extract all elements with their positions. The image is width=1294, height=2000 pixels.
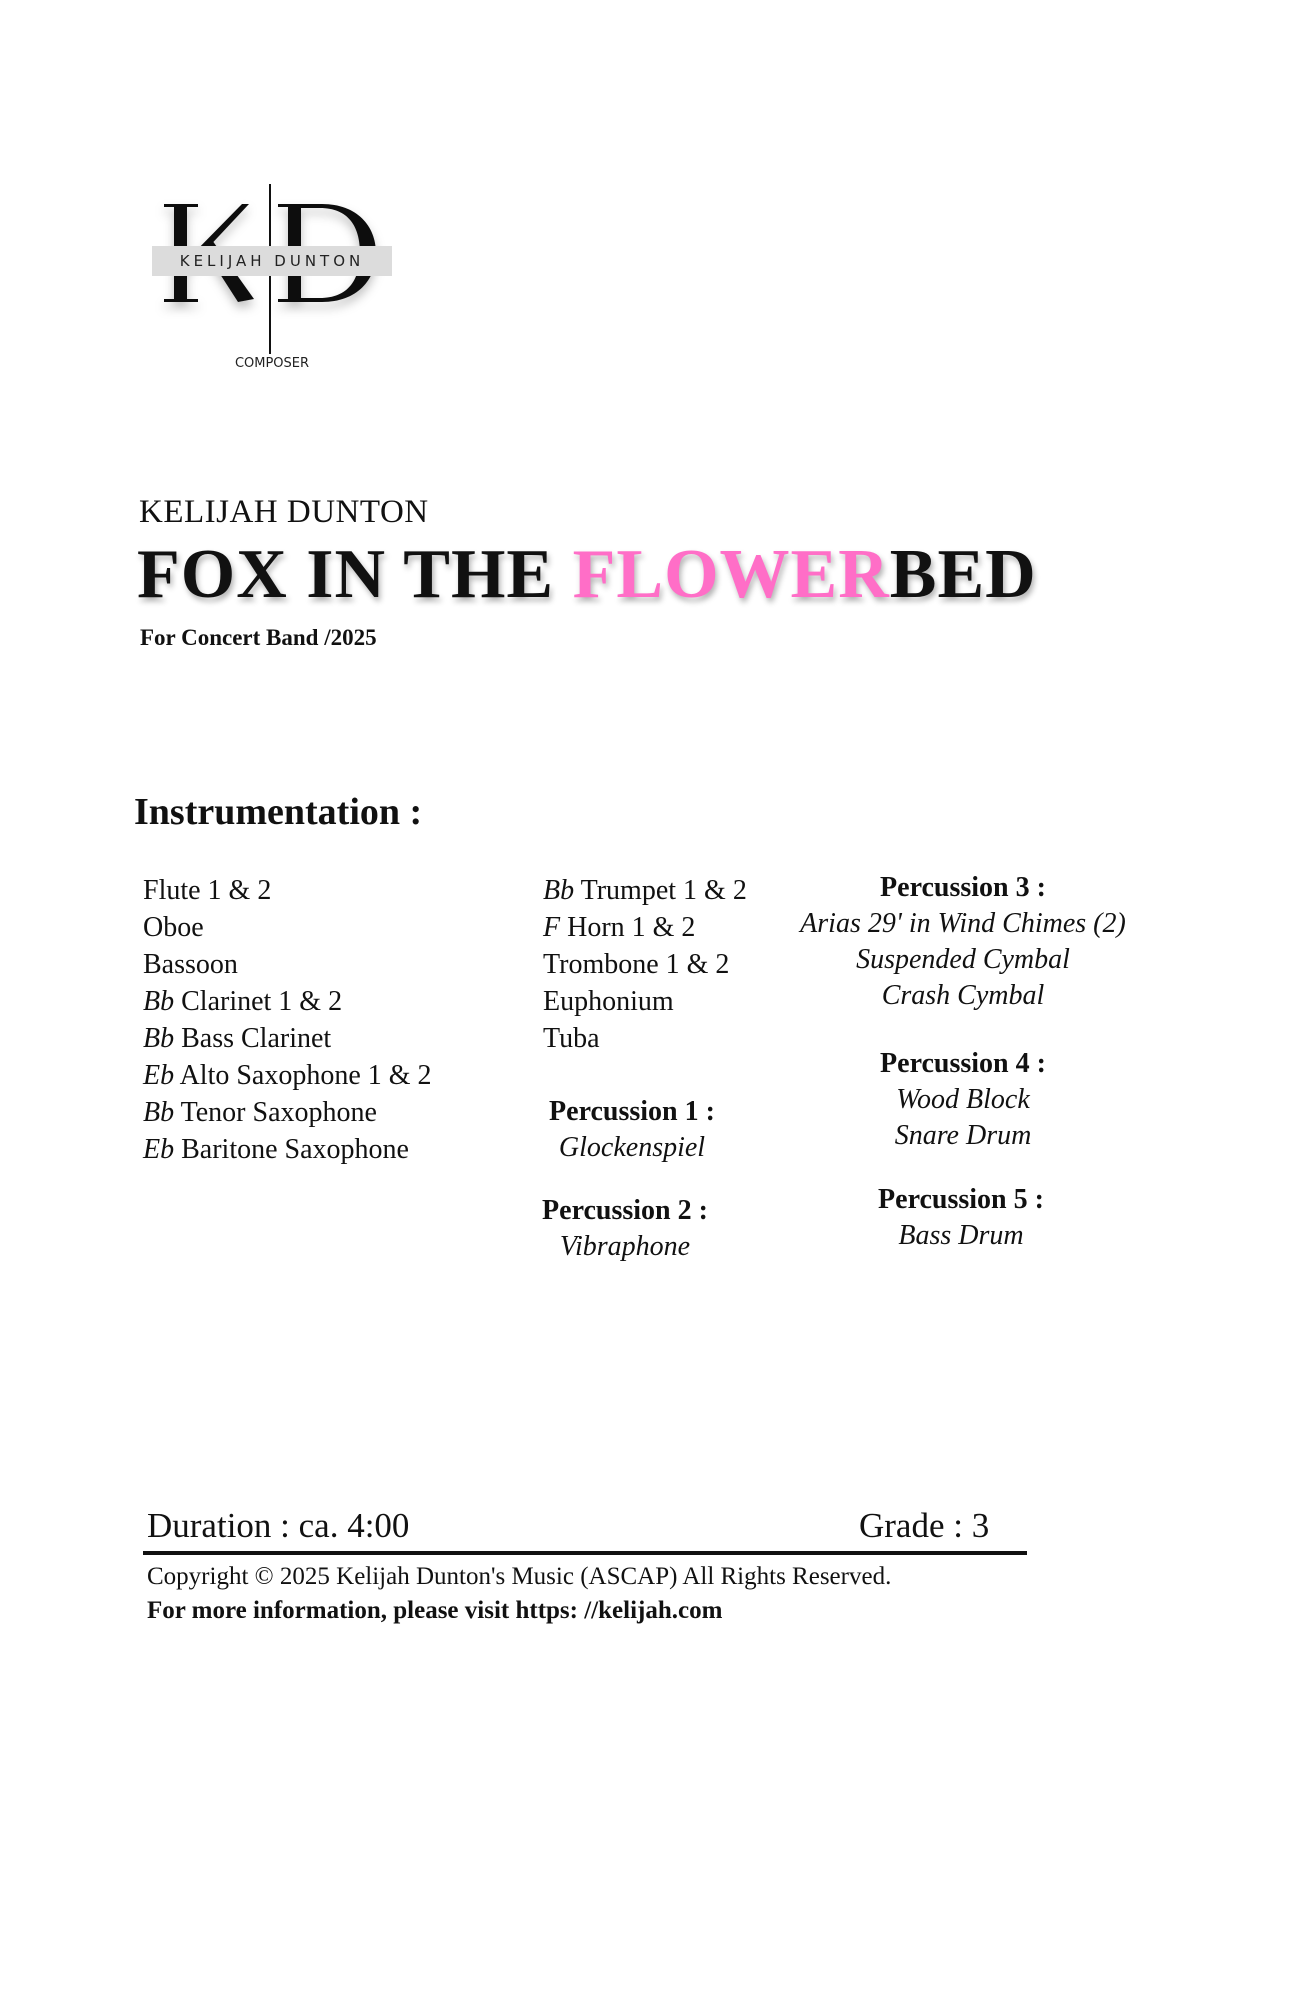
winds-column-1 <box>143 872 432 1168</box>
piece-title <box>137 535 1037 615</box>
percussion-item: Snare Drum <box>894 1120 1032 1151</box>
instrument-item: Bb Tenor Saxophone <box>143 1097 377 1128</box>
percussion-heading: Percussion 3 : <box>880 872 1046 903</box>
percussion-heading: Percussion 4 : <box>880 1048 1046 1079</box>
percussion-2 <box>475 1193 775 1265</box>
instrument-item: Oboe <box>143 912 204 943</box>
percussion-item: Vibraphone <box>559 1231 691 1262</box>
percussion-3 <box>783 870 1143 1014</box>
website-info: For more information, please visit https: //kelijah.com <box>147 1597 723 1624</box>
instrument-item: Eb Alto Saxophone 1 & 2 <box>143 1060 432 1091</box>
instrument-item: F Horn 1 & 2 <box>543 912 696 943</box>
copyright: Copyright © 2025 Kelijah Dunton's Music (ASCAP) All Rights Reserved. <box>147 1563 892 1590</box>
percussion-4 <box>813 1046 1113 1154</box>
percussion-5 <box>811 1182 1111 1254</box>
logo-tagline: COMPOSER <box>234 356 310 371</box>
instrument-item: Euphonium <box>543 986 674 1017</box>
grade: Grade : 3 <box>859 1506 990 1545</box>
percussion-heading: Percussion 5 : <box>878 1184 1044 1215</box>
percussion-1 <box>482 1094 782 1166</box>
title-part-1: FOX IN THE <box>137 536 573 613</box>
instrument-item: Tuba <box>543 1023 600 1054</box>
instrument-item: Flute 1 & 2 <box>143 875 272 906</box>
instrument-item: Bb Trumpet 1 & 2 <box>543 875 747 906</box>
percussion-item: Wood Block <box>896 1084 1030 1115</box>
footer-divider <box>143 1551 1027 1555</box>
title-highlight: FLOWER <box>572 536 890 613</box>
winds-column-2 <box>543 872 747 1057</box>
percussion-item: Suspended Cymbal <box>856 944 1070 975</box>
percussion-heading: Percussion 2 : <box>542 1195 708 1226</box>
percussion-item: Bass Drum <box>898 1220 1024 1251</box>
duration: Duration : ca. 4:00 <box>147 1506 410 1545</box>
instrument-item: Bb Bass Clarinet <box>143 1023 332 1054</box>
percussion-item: Glockenspiel <box>558 1132 706 1163</box>
composer-logo <box>152 180 394 380</box>
instrument-item: Bb Clarinet 1 & 2 <box>143 986 343 1017</box>
instrument-item: Trombone 1 & 2 <box>543 949 730 980</box>
instrument-item: Bassoon <box>143 949 238 980</box>
instrumentation-heading: Instrumentation : <box>134 791 423 833</box>
subtitle: For Concert Band /2025 <box>140 625 377 650</box>
title-part-2: BED <box>889 536 1037 613</box>
percussion-item: Arias 29' in Wind Chimes (2) <box>800 908 1126 939</box>
author-name: KELIJAH DUNTON <box>139 494 429 530</box>
percussion-item: Crash Cymbal <box>881 980 1045 1011</box>
instrument-item: Eb Baritone Saxophone <box>143 1134 409 1165</box>
logo-banner: KELIJAH DUNTON <box>152 246 392 276</box>
percussion-heading: Percussion 1 : <box>549 1096 715 1127</box>
